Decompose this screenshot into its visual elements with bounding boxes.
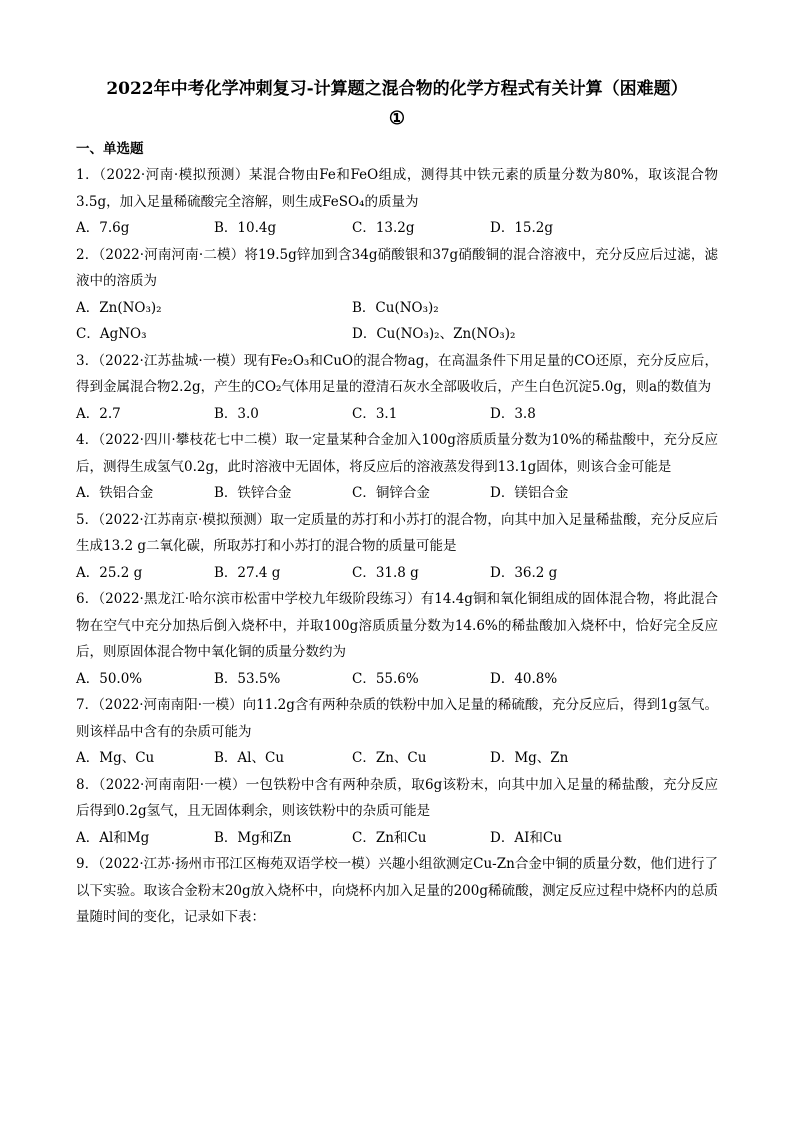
option: B．Cu(NO₃)₂	[352, 299, 439, 316]
question-6-stem: 6．（2022·黑龙江·哈尔滨市松雷中学校九年级阶段练习）有14.4g铜和氧化铜组成的固体混合物，将此混合物在空气中充分加热后倒入烧杯中，并取100g溶质质量分数为14.6%的稀盐酸加入烧杯中，恰好完全反应后，则原固体混合物中氧化铜的质量分数约为	[76, 591, 718, 660]
question-4-stem: 4．（2022·四川·攀枝花七中二模）取一定量某种合金加入100g溶质质量分数为10%的稀盐酸中，充分反应后，测得生成氢气0.2g，此时溶液中无固体，将反应后的溶液蒸发得到13.1g固体，则该合金可能是	[76, 432, 718, 475]
option: C．13.2g	[352, 220, 415, 236]
option: C．AgNO₃	[76, 326, 147, 342]
option: A．50.0%	[76, 670, 143, 687]
question-3-stem: 3．（2022·江苏盐城·一模）现有Fe₂O₃和CuO的混合物ag，在高温条件下用足量的CO还原，充分反应后，得到金属混合物2.2g，产生的CO₂气体用足量的澄清石灰水全部吸收后，产生白色沉淀5.0g，则a的数值为	[76, 352, 718, 395]
question-7-options	[76, 745, 718, 772]
question-5-stem: 5．（2022·江苏南京·模拟预测）取一定质量的苏打和小苏打的混合物，向其中加入足量稀盐酸，充分反应后生成13.2 g二氧化碳，所取苏打和小苏打的混合物的质量可能是	[76, 511, 718, 554]
option: B．Mg和Zn	[214, 829, 292, 846]
option: A．Zn(NO₃)₂	[76, 299, 162, 316]
option: B．27.4 g	[214, 564, 281, 581]
question-1-stem: 1．（2022·河南·模拟预测）某混合物由Fe和FeO组成，测得其中铁元素的质量分数为80%，取该混合物3.5g，加入足量稀硫酸完全溶解，则生成FeSO₄的质量为	[76, 167, 718, 210]
document-title-number: ①	[388, 108, 406, 129]
option: D．3.8	[490, 405, 536, 422]
option: D．AI和Cu	[490, 829, 562, 846]
option: C．3.1	[352, 405, 398, 422]
option: D．Cu(NO₃)₂、Zn(NO₃)₂	[352, 326, 516, 342]
question-8-options	[76, 825, 718, 852]
question-1-options	[76, 215, 718, 242]
option: A．25.2 g	[76, 564, 143, 581]
option: D．40.8%	[490, 670, 558, 687]
question-9-stem: 9．（2022·江苏·扬州市邗江区梅苑双语学校一模）兴趣小组欲测定Cu-Zn合金中铜的质量分数，他们进行了以下实验。取该合金粉末20g放入烧杯中，向烧杯内加入足量的200g稀硫酸，测定反应过程中烧杯内的总质量随时间的变化，记录如下表：	[76, 856, 718, 925]
question-2-options-row1	[76, 295, 718, 322]
question-8-stem: 8．（2022·河南南阳·一模）一包铁粉中含有两种杂质，取6g该粉末，向其中加入足量的稀盐酸，充分反应后得到0.2g氢气，且无固体剩余，则该铁粉中的杂质可能是	[76, 776, 718, 819]
option: B．铁锌合金	[214, 485, 292, 501]
question-2-stem: 2．（2022·河南河南·二模）将19.5g锌加到含34g硝酸银和37g硝酸铜的混合溶液中，充分反应后过滤，滤液中的溶质为	[76, 246, 718, 289]
question-2-options-row2	[76, 321, 718, 348]
option: D．15.2g	[490, 220, 554, 236]
question-5-options	[76, 560, 718, 587]
option: A．Mg、Cu	[76, 750, 155, 766]
option: B．3.0	[214, 405, 259, 422]
option: C．Zn、Cu	[352, 750, 427, 766]
option: B．10.4g	[214, 220, 277, 236]
option: A．铁铝合金	[76, 485, 154, 501]
question-3-options	[76, 401, 718, 428]
option: C．55.6%	[352, 670, 419, 687]
option: A．Al和Mg	[76, 829, 150, 846]
document-title: 2022年中考化学冲刺复习-计算题之混合物的化学方程式有关计算（困难题）	[106, 79, 688, 99]
option: C．Zn和Cu	[352, 829, 427, 846]
question-7-stem: 7．（2022·河南南阳·一模）向11.2g含有两种杂质的铁粉中加入足量的稀硫酸，充分反应后，得到1g氢气。则该样品中含有的杂质可能为	[76, 697, 718, 740]
option: D．镁铝合金	[490, 485, 569, 501]
option: A．2.7	[76, 405, 121, 422]
option: D．36.2 g	[490, 564, 558, 581]
option: B．Al、Cu	[214, 750, 285, 766]
option: C．31.8 g	[352, 564, 419, 581]
option: C．铜锌合金	[352, 485, 430, 501]
section-heading: 一、单选题	[76, 141, 144, 157]
option: B．53.5%	[214, 670, 281, 687]
question-6-options	[76, 666, 718, 693]
option: D．Mg、Zn	[490, 750, 569, 766]
question-4-options	[76, 480, 718, 507]
option: A．7.6g	[76, 220, 130, 236]
